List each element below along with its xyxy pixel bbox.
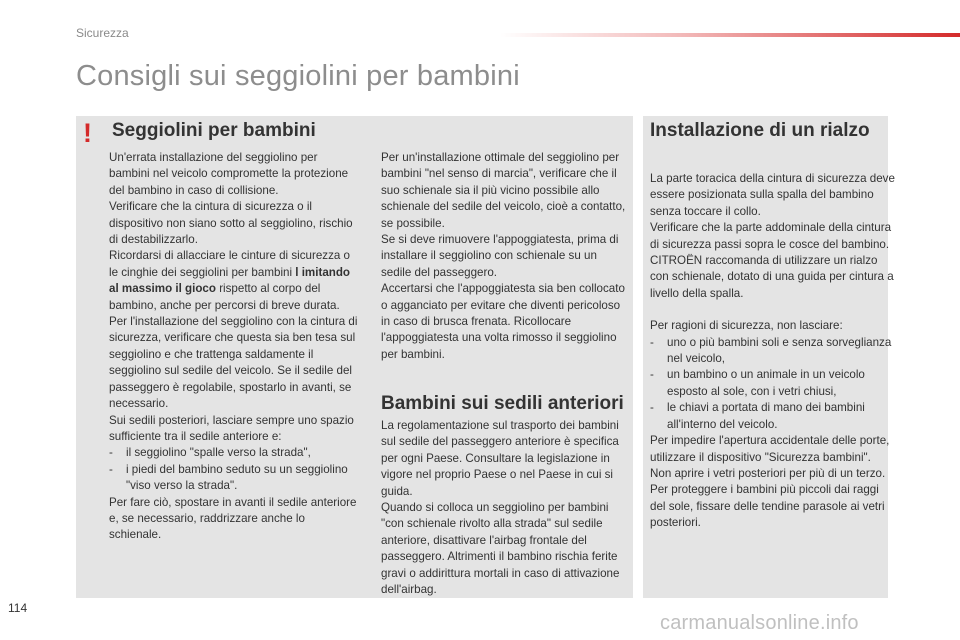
- text-span: rispetto al corpo del bambino, anche per percorsi di breve durata.: [109, 282, 340, 312]
- bullet-dash: -: [109, 462, 113, 476]
- warning-icon: !: [83, 118, 92, 148]
- bullet-text: le chiavi a portata di mano dei bambini all'interno del veicolo.: [667, 401, 865, 431]
- watermark: carmanualsonline.info: [660, 612, 859, 634]
- paragraph: Per proteggere i bambini più piccoli dai raggi del sole, fissare delle tendine parasole ai vetri posteriori.: [650, 483, 885, 530]
- paragraph: Per impedire l'apertura accidentale delle porte, utilizzare il dispositivo "Sicurezza bambini".: [650, 434, 890, 464]
- column-installazione-ottimale: [381, 150, 627, 363]
- bullet-item: [650, 400, 896, 433]
- bullet-dash: -: [650, 335, 654, 349]
- bullet-text: uno o più bambini soli e senza sorveglianza nel veicolo,: [667, 335, 892, 366]
- bullet-text: i piedi del bambino seduto su un seggiolino "viso verso la strada".: [126, 462, 348, 493]
- text-span: Ricordarsi di allacciare le cinture di sicurezza o le cinghie dei seggiolini per bambini: [109, 249, 350, 279]
- bullet-item: [650, 367, 896, 400]
- paragraph: Per ragioni di sicurezza, non lasciare:: [650, 319, 843, 333]
- bullet-text: il seggiolino "spalle verso la strada",: [126, 446, 311, 460]
- paragraph: Sui sedili posteriori, lasciare sempre uno spazio sufficiente tra il sedile anteriore e:: [109, 413, 354, 443]
- paragraph: Verificare che la parte addominale della cintura di sicurezza passi sopra le cosce del bambino.: [650, 221, 892, 251]
- heading-seggiolini: Seggiolini per bambini: [112, 120, 316, 141]
- paragraph: Per fare ciò, spostare in avanti il sedile anteriore e, se necessario, raddrizzare anche lo schienale.: [109, 495, 357, 542]
- column-rialzo: [650, 171, 896, 532]
- paragraph: La parte toracica della cintura di sicurezza deve essere posizionata sulla spalla del bambino senza toccare il collo.: [650, 172, 895, 218]
- heading-rialzo: Installazione di un rialzo: [650, 120, 870, 141]
- page-title: Consigli sui seggiolini per bambini: [76, 60, 520, 92]
- section-label: Sicurezza: [76, 26, 129, 40]
- paragraph: Se si deve rimuovere l'appoggiatesta, prima di installare il seggiolino con schienale su un sedile del passeggero.: [381, 233, 619, 279]
- bullet-dash: -: [650, 401, 654, 415]
- spacer: [650, 302, 896, 318]
- bullet-text: un bambino o un animale in un veicolo esposto al sole, con i vetri chiusi,: [667, 368, 865, 398]
- paragraph: Verificare che la cintura di sicurezza o il dispositivo non siano sotto al seggiolino, rischio di destabilizzarlo.: [109, 200, 353, 247]
- heading-anteriori: Bambini sui sedili anteriori: [381, 393, 624, 414]
- paragraph: Accertarsi che l'appoggiatesta sia ben collocato o agganciato per evitare che diventi pericoloso in caso di brusca frenata. Ricollocare l'appoggiatesta una volta rimosso il seggiolino per bambini.: [381, 282, 625, 361]
- paragraph: La regolamentazione sul trasporto dei bambini sul sedile del passeggero anteriore è specifica per ogni Paese. Consultare la legislazione in vigore nel proprio Paese o nel Paese in cui si guida.: [381, 419, 619, 498]
- column-seggiolini: [109, 150, 359, 544]
- bullet-item: [109, 445, 359, 461]
- bullet-item: [650, 335, 896, 368]
- paragraph: Non aprire i vetri posteriori per più di un terzo.: [650, 466, 886, 480]
- paragraph: Quando si colloca un seggiolino per bambini "con schienale rivolto alla strada" sul sedile anteriore, disattivare l'airbag frontale del passeggero. Altrimenti il bambino rischia ferite gravi o addirittura mortali in caso di attivazione dell'airbag.: [381, 501, 620, 597]
- bullet-dash: -: [109, 446, 113, 460]
- paragraph: Per un'installazione ottimale del seggiolino per bambini "nel senso di marcia", verificare che il suo schienale sia il più vicino possibile allo schienale del sedile del veicolo, cioè a contatto, se possibile.: [381, 151, 626, 230]
- bold-text: l imitando al massimo il gioco: [109, 265, 351, 296]
- paragraph: Un'errata installazione del seggiolino per bambini nel veicolo compromette la protezione del bambino in caso di collisione.: [109, 151, 349, 197]
- header-accent-bar: [500, 33, 960, 37]
- page-number: 114: [8, 601, 28, 615]
- paragraph: Per l'installazione del seggiolino con la cintura di sicurezza, verificare che questa sia ben tesa sul seggiolino e che trattenga saldamente il seggiolino sul sedile del veicolo. Se il sedile del passeggero è regolabile, spostarlo in avanti, se necessario.: [109, 315, 358, 411]
- column-anteriori: [381, 418, 631, 598]
- paragraph: CITROËN raccomanda di utilizzare un rialzo con schienale, dotato di una guida per cintura a livello della spalla.: [650, 254, 894, 300]
- paragraph: [109, 248, 359, 314]
- bullet-dash: -: [650, 368, 654, 382]
- bullet-item: [109, 462, 359, 495]
